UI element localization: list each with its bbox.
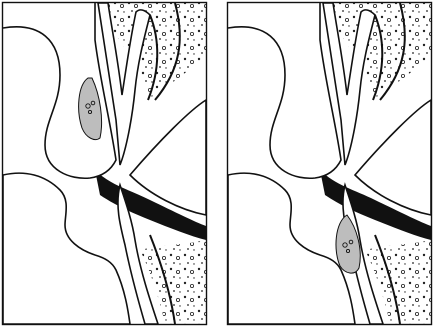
panel-right <box>228 3 432 325</box>
panel-left <box>3 3 207 325</box>
